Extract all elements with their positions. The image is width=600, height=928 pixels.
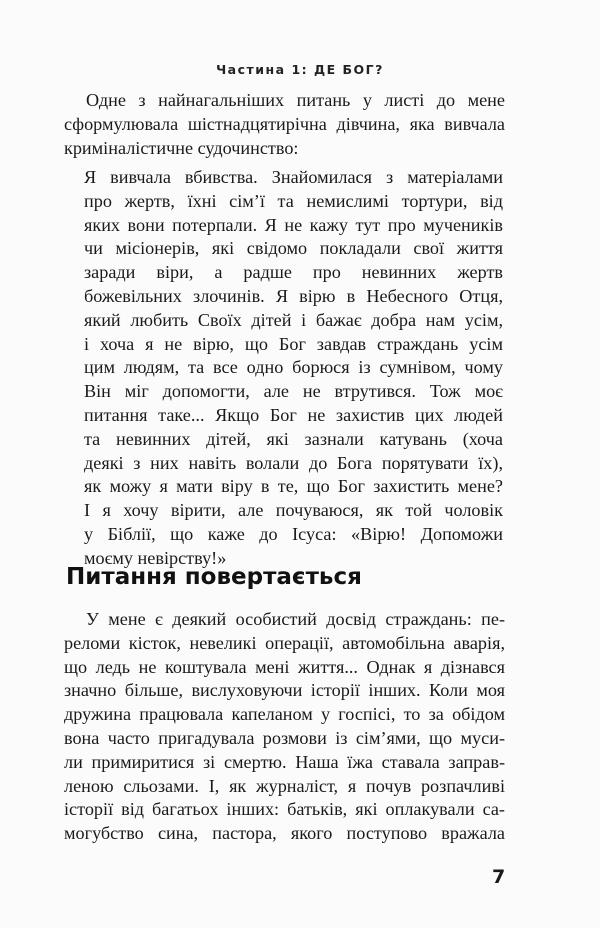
- page-number: 7: [492, 866, 506, 888]
- text-line: леною сльозами. І, як журналіст, я почув розпачливі: [64, 775, 505, 796]
- text-line: реломи кісток, невеликі операції, автомобільна аварія,: [64, 632, 505, 653]
- quote-line: деякі з них навіть волали до Бога порятувати їх),: [84, 452, 503, 473]
- quote-line: моєму невірству!»: [84, 547, 227, 568]
- quote-line: яких вони потерпали. Я не кажу тут про мучеників: [84, 214, 503, 235]
- quote-line: цим людям, та все одно борюся із сумнівом, чому: [84, 357, 503, 378]
- body-paragraph: [64, 608, 505, 846]
- quote-line: та невинних дітей, які зазнали катувань (хоча: [84, 428, 503, 449]
- quote-line: як можу я мати віру в те, що Бог захистить мене?: [84, 476, 503, 497]
- text-line: вона часто пригадувала розмови із сім’ями, що муси-: [64, 727, 505, 748]
- text-line: історії від багатьох інших: батьків, які оплакували са-: [64, 799, 505, 820]
- intro-paragraph: [64, 89, 505, 160]
- quote-line: про жертв, їхні сім’ї та немислимі тортури, від: [84, 190, 503, 211]
- text-line: ли примиритися зі смертю. Наша їжа ставала заправ-: [64, 751, 505, 772]
- text-line: що ледь не коштувала мені життя... Однак я дізнався: [64, 656, 505, 677]
- quote-line: і хоча я не вірю, що Бог завдав страждань усім: [84, 333, 503, 354]
- block-quote: [84, 166, 503, 571]
- running-head: Частина 1: ДЕ БОГ?: [216, 62, 384, 77]
- quote-line: заради віри, а радше про невинних жертв: [84, 262, 503, 283]
- quote-line: І я хочу вірити, але почуваюся, як той чоловік: [84, 500, 503, 521]
- quote-line: Він міг допомогти, але не втрутився. Тож моє: [84, 381, 503, 402]
- section-heading: Питання повертається: [66, 564, 362, 590]
- text-line: У мене є деякий особистий досвід страждань: пе-: [86, 609, 505, 629]
- quote-line: у Біблії, що каже до Ісуса: «Вірю! Допоможи: [84, 523, 503, 544]
- text-line: криміналістичне судочинство:: [64, 137, 299, 158]
- quote-line: божевільних злочинів. Я вірю в Небесного Отця,: [84, 285, 503, 306]
- quote-line: питання таке... Якщо Бог не захистив цих людей: [84, 404, 503, 425]
- text-line: дружина працювала капеланом у госпісі, то за обідом: [64, 704, 505, 725]
- text-line: значно більше, вислуховуючи історії інших. Коли моя: [64, 680, 505, 701]
- quote-line: Я вивчала вбивства. Знайомилася з матеріалами: [84, 167, 503, 187]
- quote-line: який любить Своїх дітей і бажає добра нам усім,: [84, 309, 503, 330]
- quote-line: чи місіонерів, які свідомо покладали свої життя: [84, 238, 503, 259]
- text-line: Одне з найнагальніших питань у листі до мене: [86, 90, 505, 110]
- text-line: могубство сина, пастора, якого поступово вражала: [64, 823, 505, 844]
- text-line: сформулювала шістнадцятирічна дівчина, яка вивчала: [64, 113, 505, 134]
